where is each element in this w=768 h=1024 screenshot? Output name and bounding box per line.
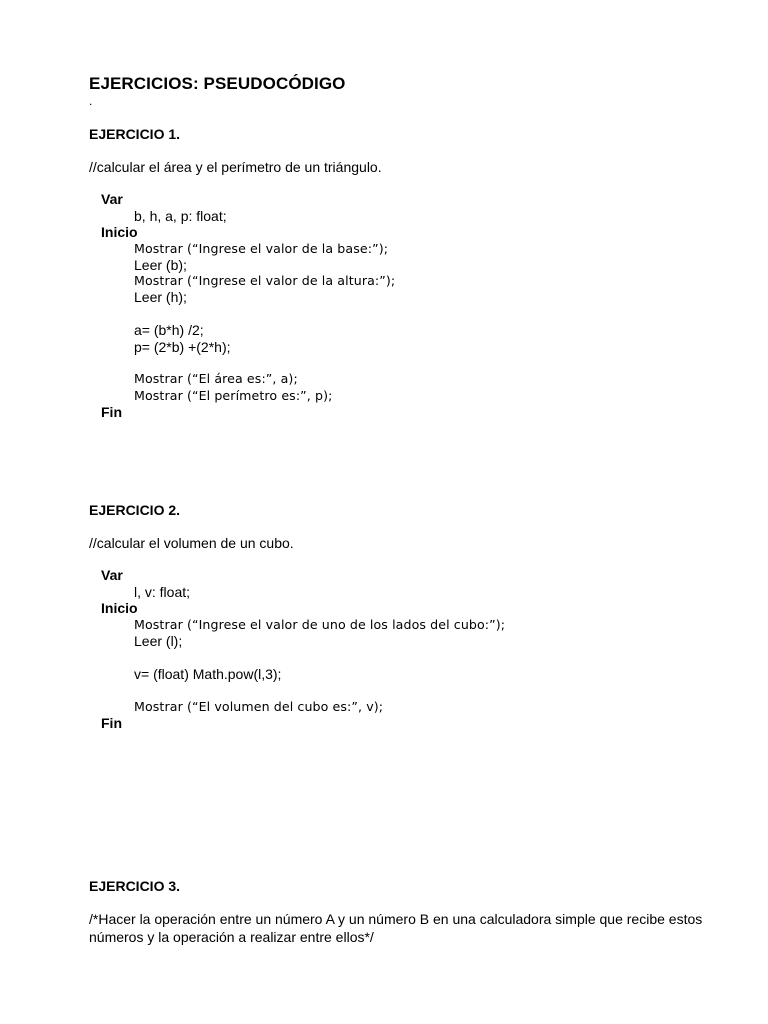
code-line: Leer (l); — [134, 633, 183, 649]
exercise-2-heading: EJERCICIO 2. — [89, 502, 181, 518]
code-line: Leer (h); — [134, 289, 187, 305]
fin-keyword: Fin — [101, 715, 122, 731]
code-line: Mostrar (“Ingrese el valor de la altura:”); — [134, 273, 396, 288]
exercise-3-comment-line-1: /*Hacer la operación entre un número A y un número B en una calculadora simple que recibe estos — [89, 911, 703, 927]
code-line: v= (float) Math.pow(l,3); — [134, 666, 282, 682]
code-line: Mostrar (“Ingrese el valor de uno de los lados del cubo:”); — [134, 617, 506, 632]
stray-dot: . — [89, 94, 93, 108]
declaration-line: l, v: float; — [134, 584, 191, 600]
inicio-keyword: Inicio — [101, 600, 138, 616]
var-keyword: Var — [101, 191, 123, 207]
code-line: Mostrar (“Ingrese el valor de la base:”); — [134, 241, 389, 256]
page-title: EJERCICIOS: PSEUDOCÓDIGO — [89, 74, 346, 93]
exercise-3-heading: EJERCICIO 3. — [89, 878, 181, 894]
code-line: a= (b*h) /2; — [134, 322, 204, 338]
var-keyword: Var — [101, 567, 123, 583]
code-line: Mostrar (“El área es:”, a); — [134, 371, 298, 386]
code-line: p= (2*b) +(2*h); — [134, 339, 231, 355]
exercise-1-comment: //calcular el área y el perímetro de un triángulo. — [89, 159, 382, 175]
code-line: Leer (b); — [134, 257, 187, 273]
exercise-1-heading: EJERCICIO 1. — [89, 126, 181, 142]
code-line: Mostrar (“El volumen del cubo es:”, v); — [134, 699, 384, 714]
code-line: Mostrar (“El perímetro es:”, p); — [134, 388, 333, 403]
exercise-2-comment: //calcular el volumen de un cubo. — [89, 535, 294, 551]
declaration-line: b, h, a, p: float; — [134, 208, 227, 224]
exercise-3-comment-line-2: números y la operación a realizar entre ellos*/ — [89, 929, 374, 945]
fin-keyword: Fin — [101, 404, 122, 420]
inicio-keyword: Inicio — [101, 224, 138, 240]
